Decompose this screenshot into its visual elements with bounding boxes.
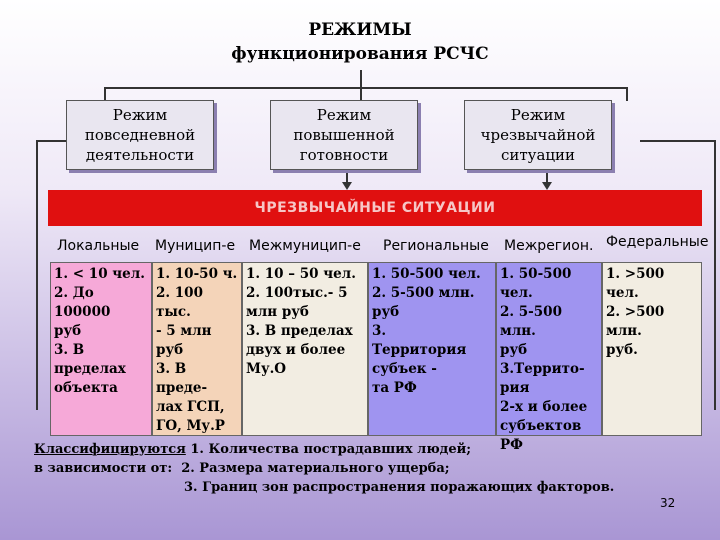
column-interregional: 1. 50-500 чел. 2. 5-500 млн. руб 3.Террито- рия 2-х и более субъектов РФ: [496, 262, 602, 436]
connector-left-v: [36, 140, 38, 410]
column-local: 1. < 10 чел. 2. До 100000 руб 3. В пределах объекта: [50, 262, 152, 436]
criterion-2: 2. Размера материального ущерба;: [181, 461, 450, 476]
classified-label: Классифицируются: [34, 442, 186, 457]
column-header-federal: Федеральные: [606, 234, 709, 250]
dependency-label: в зависимости от:: [34, 461, 173, 476]
connector-mid-v: [346, 169, 348, 183]
column-header-local: Локальные: [57, 238, 140, 254]
connector-left-h: [36, 140, 66, 142]
column-header-interregional: Межрегион.: [504, 238, 594, 254]
page-number: 32: [660, 496, 676, 510]
column-header-intermunicipal: Межмуницип-е: [249, 238, 361, 254]
mode-box-emergency: Режим чрезвычайной ситуации: [464, 100, 612, 170]
connector-right-h: [640, 140, 716, 142]
connector-top-v2: [360, 70, 362, 101]
column-federal: 1. >500 чел. 2. >500 млн. руб.: [602, 262, 702, 436]
mode-box-alert: Режим повышенной готовности: [270, 100, 418, 170]
column-header-municipal: Муницип-е: [155, 238, 236, 254]
connector-right-mode-v: [546, 169, 548, 183]
column-header-regional: Региональные: [383, 238, 489, 254]
column-regional: 1. 50-500 чел. 2. 5-500 млн. руб 3. Территория субъек - та РФ: [368, 262, 496, 436]
slide-title: [0, 18, 720, 66]
column-intermunicipal: 1. 10 – 50 чел. 2. 100тыс.- 5 млн руб 3. В пределах двух и более Му.О: [242, 262, 368, 436]
criterion-3: 3. Границ зон распространения поражающих факторов.: [184, 480, 615, 495]
title-line-2: функционирования РСЧС: [231, 44, 489, 64]
title-line-1: РЕЖИМЫ: [308, 20, 412, 40]
arrow-down-icon: [542, 182, 552, 190]
column-municipal: 1. 10-50 ч. 2. 100 тыс. - 5 млн руб 3. В преде- лах ГСП, ГО, Му.Р: [152, 262, 242, 436]
connector-right-v: [714, 140, 716, 410]
connector-top-v3: [626, 87, 628, 101]
connector-top-left: [104, 87, 628, 89]
arrow-down-icon: [342, 182, 352, 190]
classification-footer: [34, 440, 614, 497]
criterion-1: 1. Количества пострадавших людей;: [190, 442, 472, 457]
connector-top-v1: [104, 87, 106, 101]
emergency-banner: ЧРЕЗВЫЧАЙНЫЕ СИТУАЦИИ: [48, 190, 702, 226]
mode-box-daily: Режим повседневной деятельности: [66, 100, 214, 170]
